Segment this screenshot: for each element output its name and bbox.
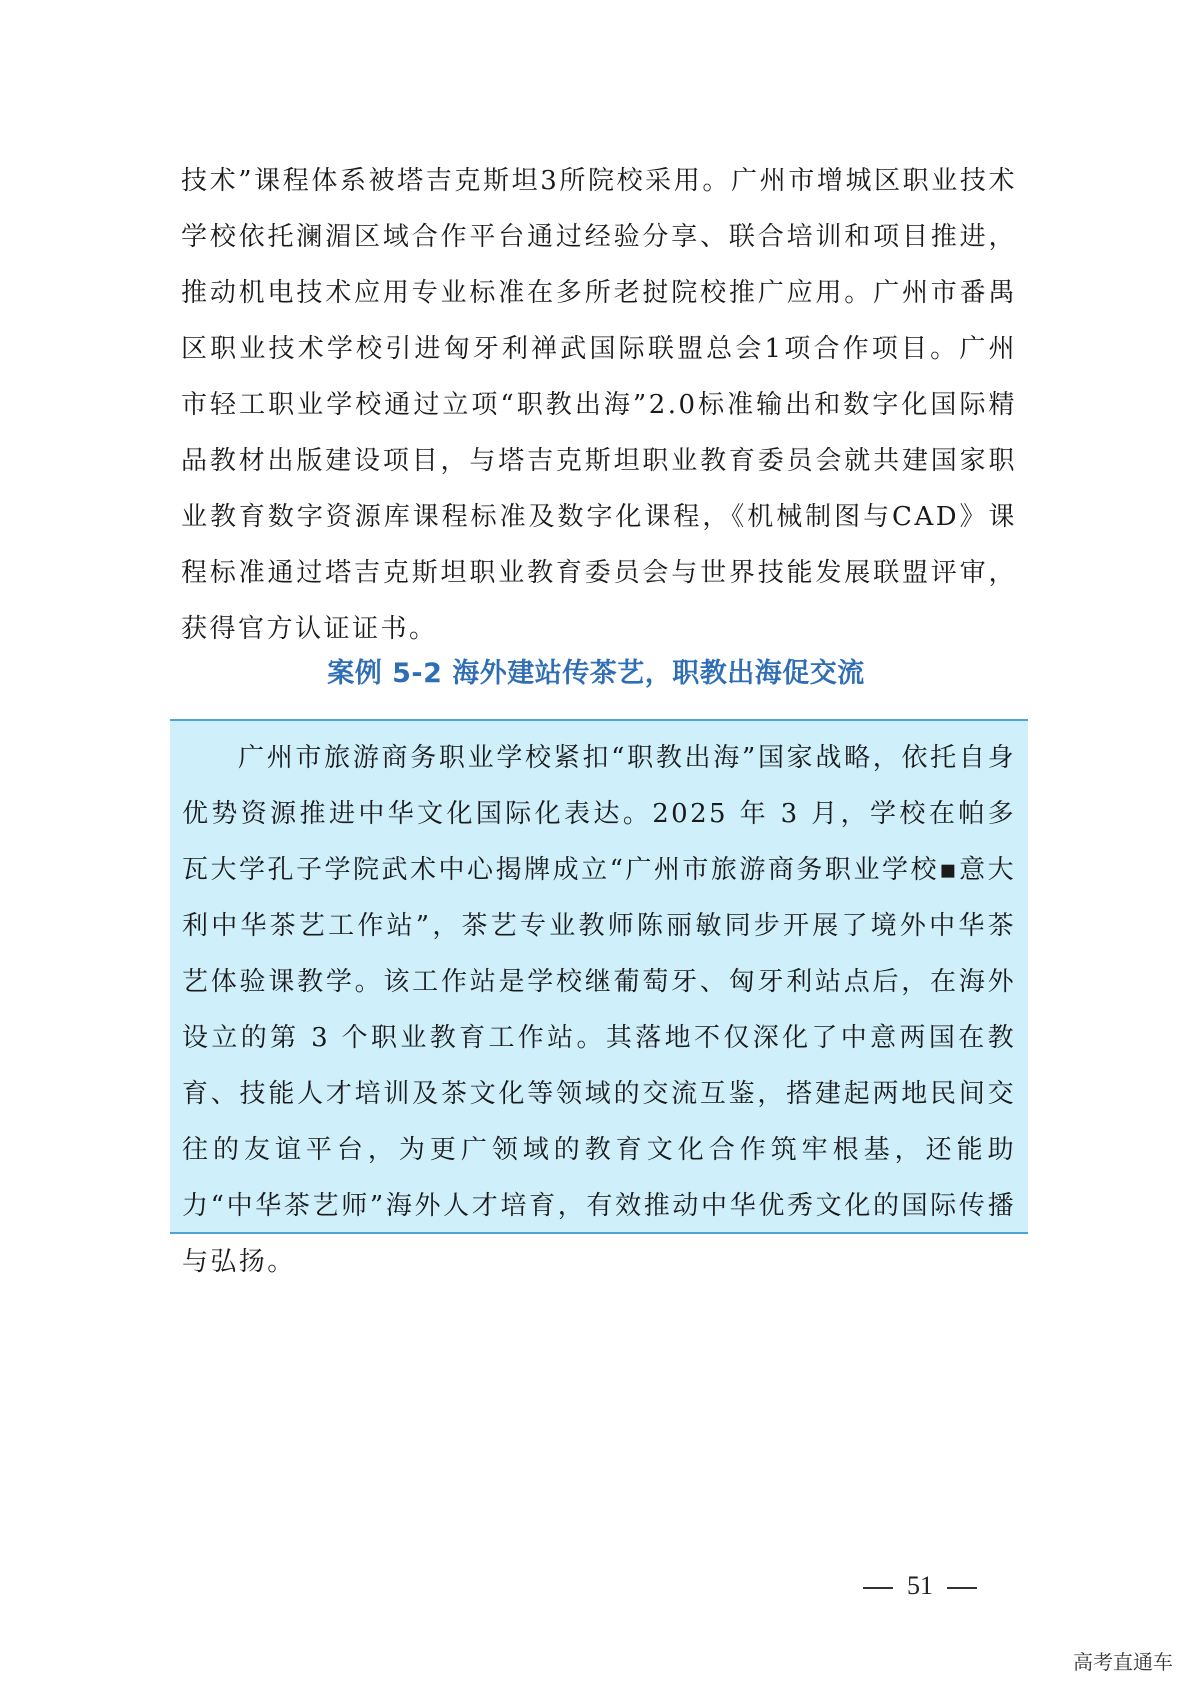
watermark: 高考直通车 [1073,1650,1173,1674]
left-dash [863,1587,893,1589]
page-number-footer [835,1566,1005,1606]
intro-paragraph: 技术”课程体系被塔吉克斯坦3所院校采用。广州市增城区职业技术学校依托澜湄区域合作平台通过经验分享、联合培训和项目推进，推动机电技术应用专业标准在多所老挝院校推广应用。广州市番禺区职业技术学校引进匈牙利禅武国际联盟总会1项合作项目。广州市轻工职业学校通过立项“职教出海”2.0标准输出和数字化国际精品教材出版建设项目，与塔吉克斯坦职业教育委员会就共建国家职业教育数字资源库课程标准及数字化课程，《机械制图与CAD》课程标准通过塔吉克斯坦职业教育委员会与世界技能发展联盟评审，获得官方认证证书。 [181,166,1017,644]
page-number: 51 [907,1571,933,1600]
case-paragraph: 广州市旅游商务职业学校紧扣“职教出海”国家战略，依托自身优势资源推进中华文化国际化表达。2025 年 3 月，学校在帕多瓦大学孔子学院武术中心揭牌成立“广州市旅游商务职业学校▪意大利中华茶艺工作站”，茶艺专业教师陈丽敏同步开展了境外中华茶艺体验课教学。该工作站是学校继葡萄牙、匈牙利站点后，在海外设立的第 3 个职业教育工作站。其落地不仅深化了中意两国在教育、技能人才培训及茶文化等领域的交流互鉴，搭建起两地民间交往的友谊平台，为更广领域的教育文化合作筑牢根基，还能助力“中华茶艺师”海外人才培育，有效推动中华优秀文化的国际传播与弘扬。 [182,743,1016,1277]
case-box [170,719,1028,1277]
case-title: 案例 5-2 海外建站传茶艺，职教出海促交流 [327,658,865,689]
right-dash [947,1587,977,1589]
